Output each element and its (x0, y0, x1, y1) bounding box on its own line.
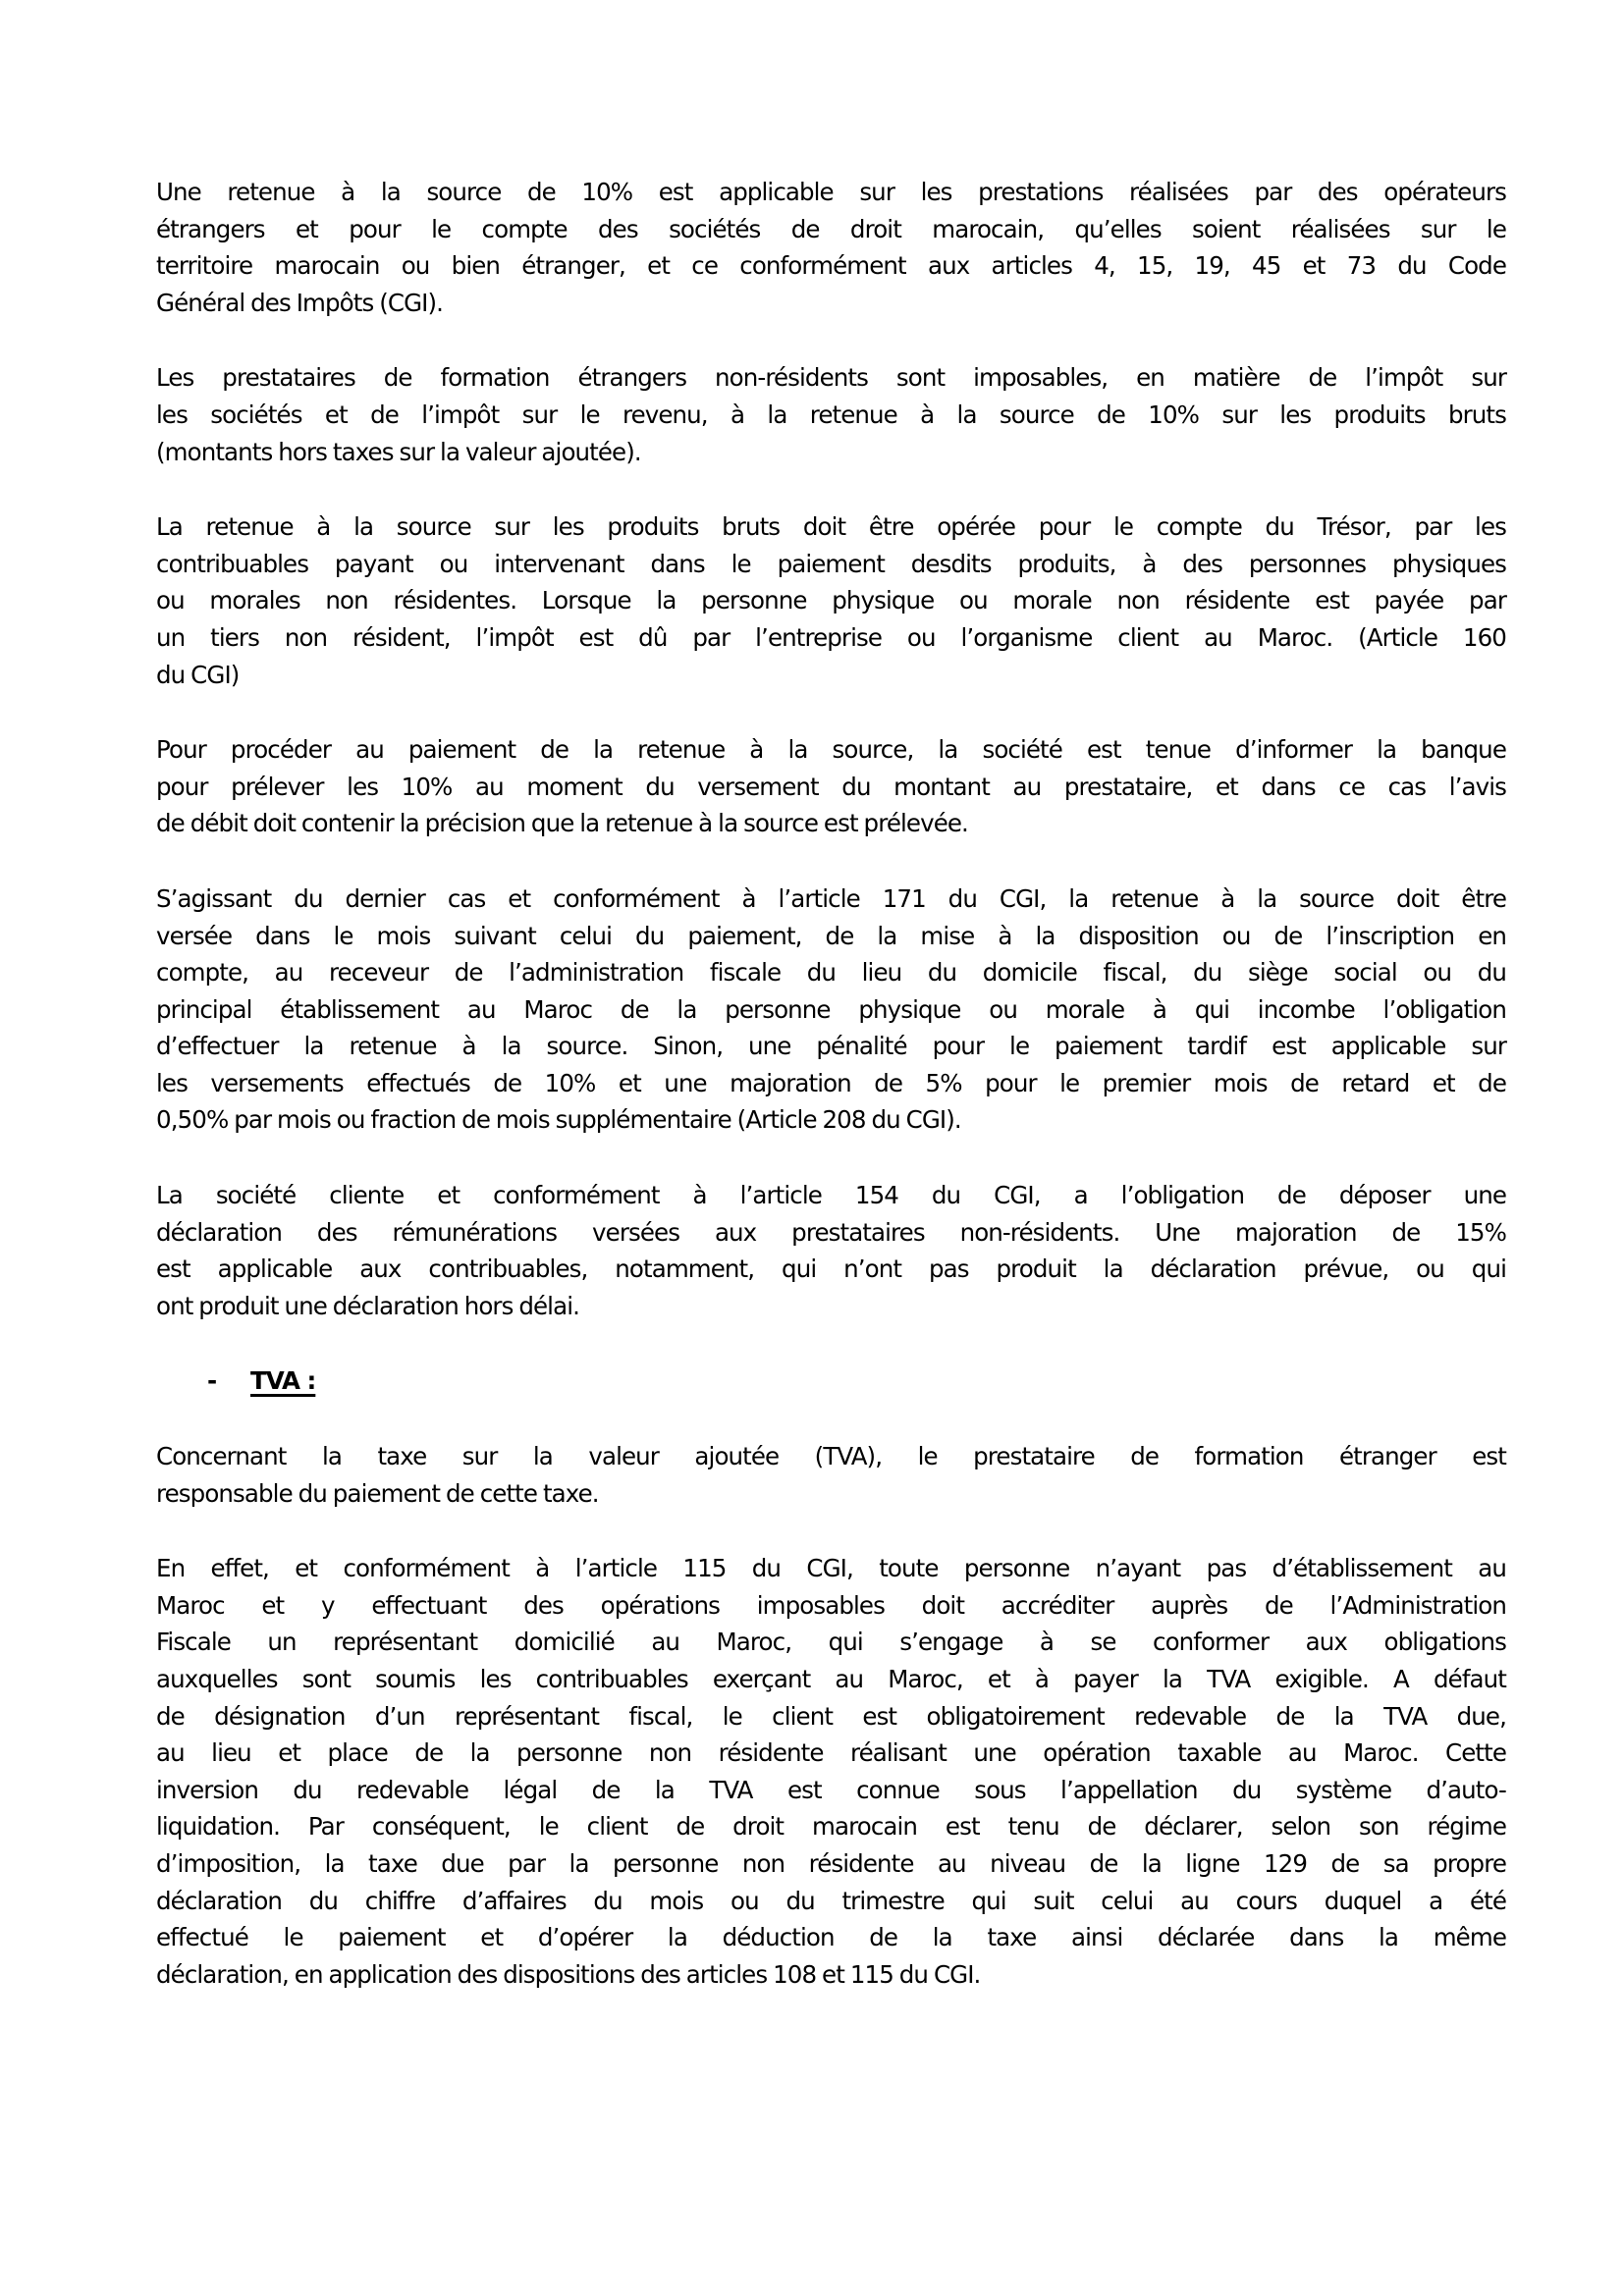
text-line: S’agissant du dernier cas et conformément à l’article 171 du CGI, la retenue à la source doit être (156, 883, 1506, 913)
text-line: La société cliente et conformément à l’article 154 du CGI, a l’obligation de déposer une (156, 1181, 1506, 1210)
text-line: au lieu et place de la personne non résidente réalisant une opération taxable au Maroc. Cette (156, 1738, 1506, 1768)
paragraph-tva-responsabilite (156, 1438, 1506, 1512)
document-page (156, 174, 1506, 2031)
paragraph-article-115-autoliquidation (156, 1550, 1506, 1993)
text-line: Pour procéder au paiement de la retenue à la source, la société est tenue d’informer la banque (156, 735, 1506, 765)
paragraph-article-171 (156, 881, 1506, 1139)
text-line: contribuables payant ou intervenant dans le paiement desdits produits, à des personnes physiques (156, 549, 1506, 578)
text-line: Général des Impôts (CGI). (156, 288, 444, 317)
text-line: étrangers et pour le compte des sociétés de droit marocain, qu’elles soient réalisées sur le (156, 214, 1506, 243)
text-line: versée dans le mois suivant celui du paiement, de la mise à la disposition ou de l’inscription en (156, 921, 1506, 950)
paragraph-article-154 (156, 1177, 1506, 1324)
paragraph-paiement-retenue (156, 731, 1506, 842)
text-line: Fiscale un représentant domicilié au Maroc, qui s’engage à se conformer aux obligations (156, 1628, 1506, 1657)
text-line: Une retenue à la source de 10% est applicable sur les prestations réalisées par des opérateurs (156, 178, 1506, 206)
text-line: les versements effectués de 10% et une majoration de 5% pour le premier mois de retard et de (156, 1068, 1506, 1097)
text-line: (montants hors taxes sur la valeur ajoutée). (156, 437, 641, 466)
text-line: déclaration, en application des dispositions des articles 108 et 115 du CGI. (156, 1959, 981, 1989)
section-heading-tva (156, 1362, 1506, 1400)
text-line: effectué le paiement et d’opérer la déduction de la taxe ainsi déclarée dans la même (156, 1923, 1506, 1952)
heading-text: TVA : (250, 1366, 316, 1396)
paragraph-prestataires-non-residents (156, 359, 1506, 470)
paragraph-retenue-source-10 (156, 174, 1506, 321)
text-line: En effet, et conformément à l’article 115 du CGI, toute personne n’ayant pas d’établissement au (156, 1554, 1506, 1583)
text-line: inversion du redevable légal de la TVA est connue sous l’appellation du système d’auto- (156, 1775, 1506, 1804)
text-line: d’imposition, la taxe due par la personne non résidente au niveau de la ligne 129 de sa propre (156, 1848, 1506, 1878)
text-line: du CGI) (156, 660, 240, 689)
text-line: ont produit une déclaration hors délai. (156, 1291, 579, 1320)
text-line: responsable du paiement de cette taxe. (156, 1478, 599, 1508)
text-line: La retenue à la source sur les produits bruts doit être opérée pour le compte du Trésor, par les (156, 512, 1506, 542)
text-line: de débit doit contenir la précision que la retenue à la source est prélevée. (156, 809, 968, 838)
text-line: est applicable aux contribuables, notamment, qui n’ont pas produit la déclaration prévue, ou qui (156, 1255, 1506, 1284)
text-line: déclaration du chiffre d’affaires du mois ou du trimestre qui suit celui au cours duquel a été (156, 1886, 1506, 1915)
text-line: d’effectuer la retenue à la source. Sinon, une pénalité pour le paiement tardif est applicable sur (156, 1032, 1506, 1061)
bullet-dash: - (207, 1366, 218, 1396)
text-line: compte, au receveur de l’administration fiscale du lieu du domicile fiscal, du siège social ou du (156, 958, 1506, 988)
text-line: ou morales non résidentes. Lorsque la personne physique ou morale non résidente est payée par (156, 586, 1506, 615)
text-line: principal établissement au Maroc de la personne physique ou morale à qui incombe l’obligation (156, 994, 1506, 1024)
paragraph-retenue-produits-bruts (156, 508, 1506, 693)
text-line: Maroc et y effectuant des opérations imposables doit accréditer auprès de l’Administration (156, 1590, 1506, 1620)
text-line: déclaration des rémunérations versées aux prestataires non-résidents. Une majoration de 15% (156, 1217, 1506, 1247)
text-line: Concernant la taxe sur la valeur ajoutée (TVA), le prestataire de formation étranger est (156, 1442, 1506, 1471)
text-line: auxquelles sont soumis les contribuables exerçant au Maroc, et à payer la TVA exigible. A défaut (156, 1665, 1506, 1693)
text-line: de désignation d’un représentant fiscal, le client est obligatoirement redevable de la TVA due, (156, 1701, 1506, 1731)
text-line: les sociétés et de l’impôt sur le revenu, à la retenue à la source de 10% sur les produits bruts (156, 400, 1506, 429)
text-line: un tiers non résident, l’impôt est dû par l’entreprise ou l’organisme client au Maroc. (Article 160 (156, 622, 1506, 652)
text-line: territoire marocain ou bien étranger, et ce conformément aux articles 4, 15, 19, 45 et 73 du Code (156, 251, 1506, 281)
text-line: pour prélever les 10% au moment du versement du montant au prestataire, et dans ce cas l’avis (156, 772, 1506, 801)
text-line: Les prestataires de formation étrangers non-résidents sont imposables, en matière de l’impôt sur (156, 363, 1506, 393)
text-line: 0,50% par mois ou fraction de mois supplémentaire (Article 208 du CGI). (156, 1105, 961, 1135)
text-line: liquidation. Par conséquent, le client de droit marocain est tenu de déclarer, selon son régime (156, 1812, 1506, 1842)
